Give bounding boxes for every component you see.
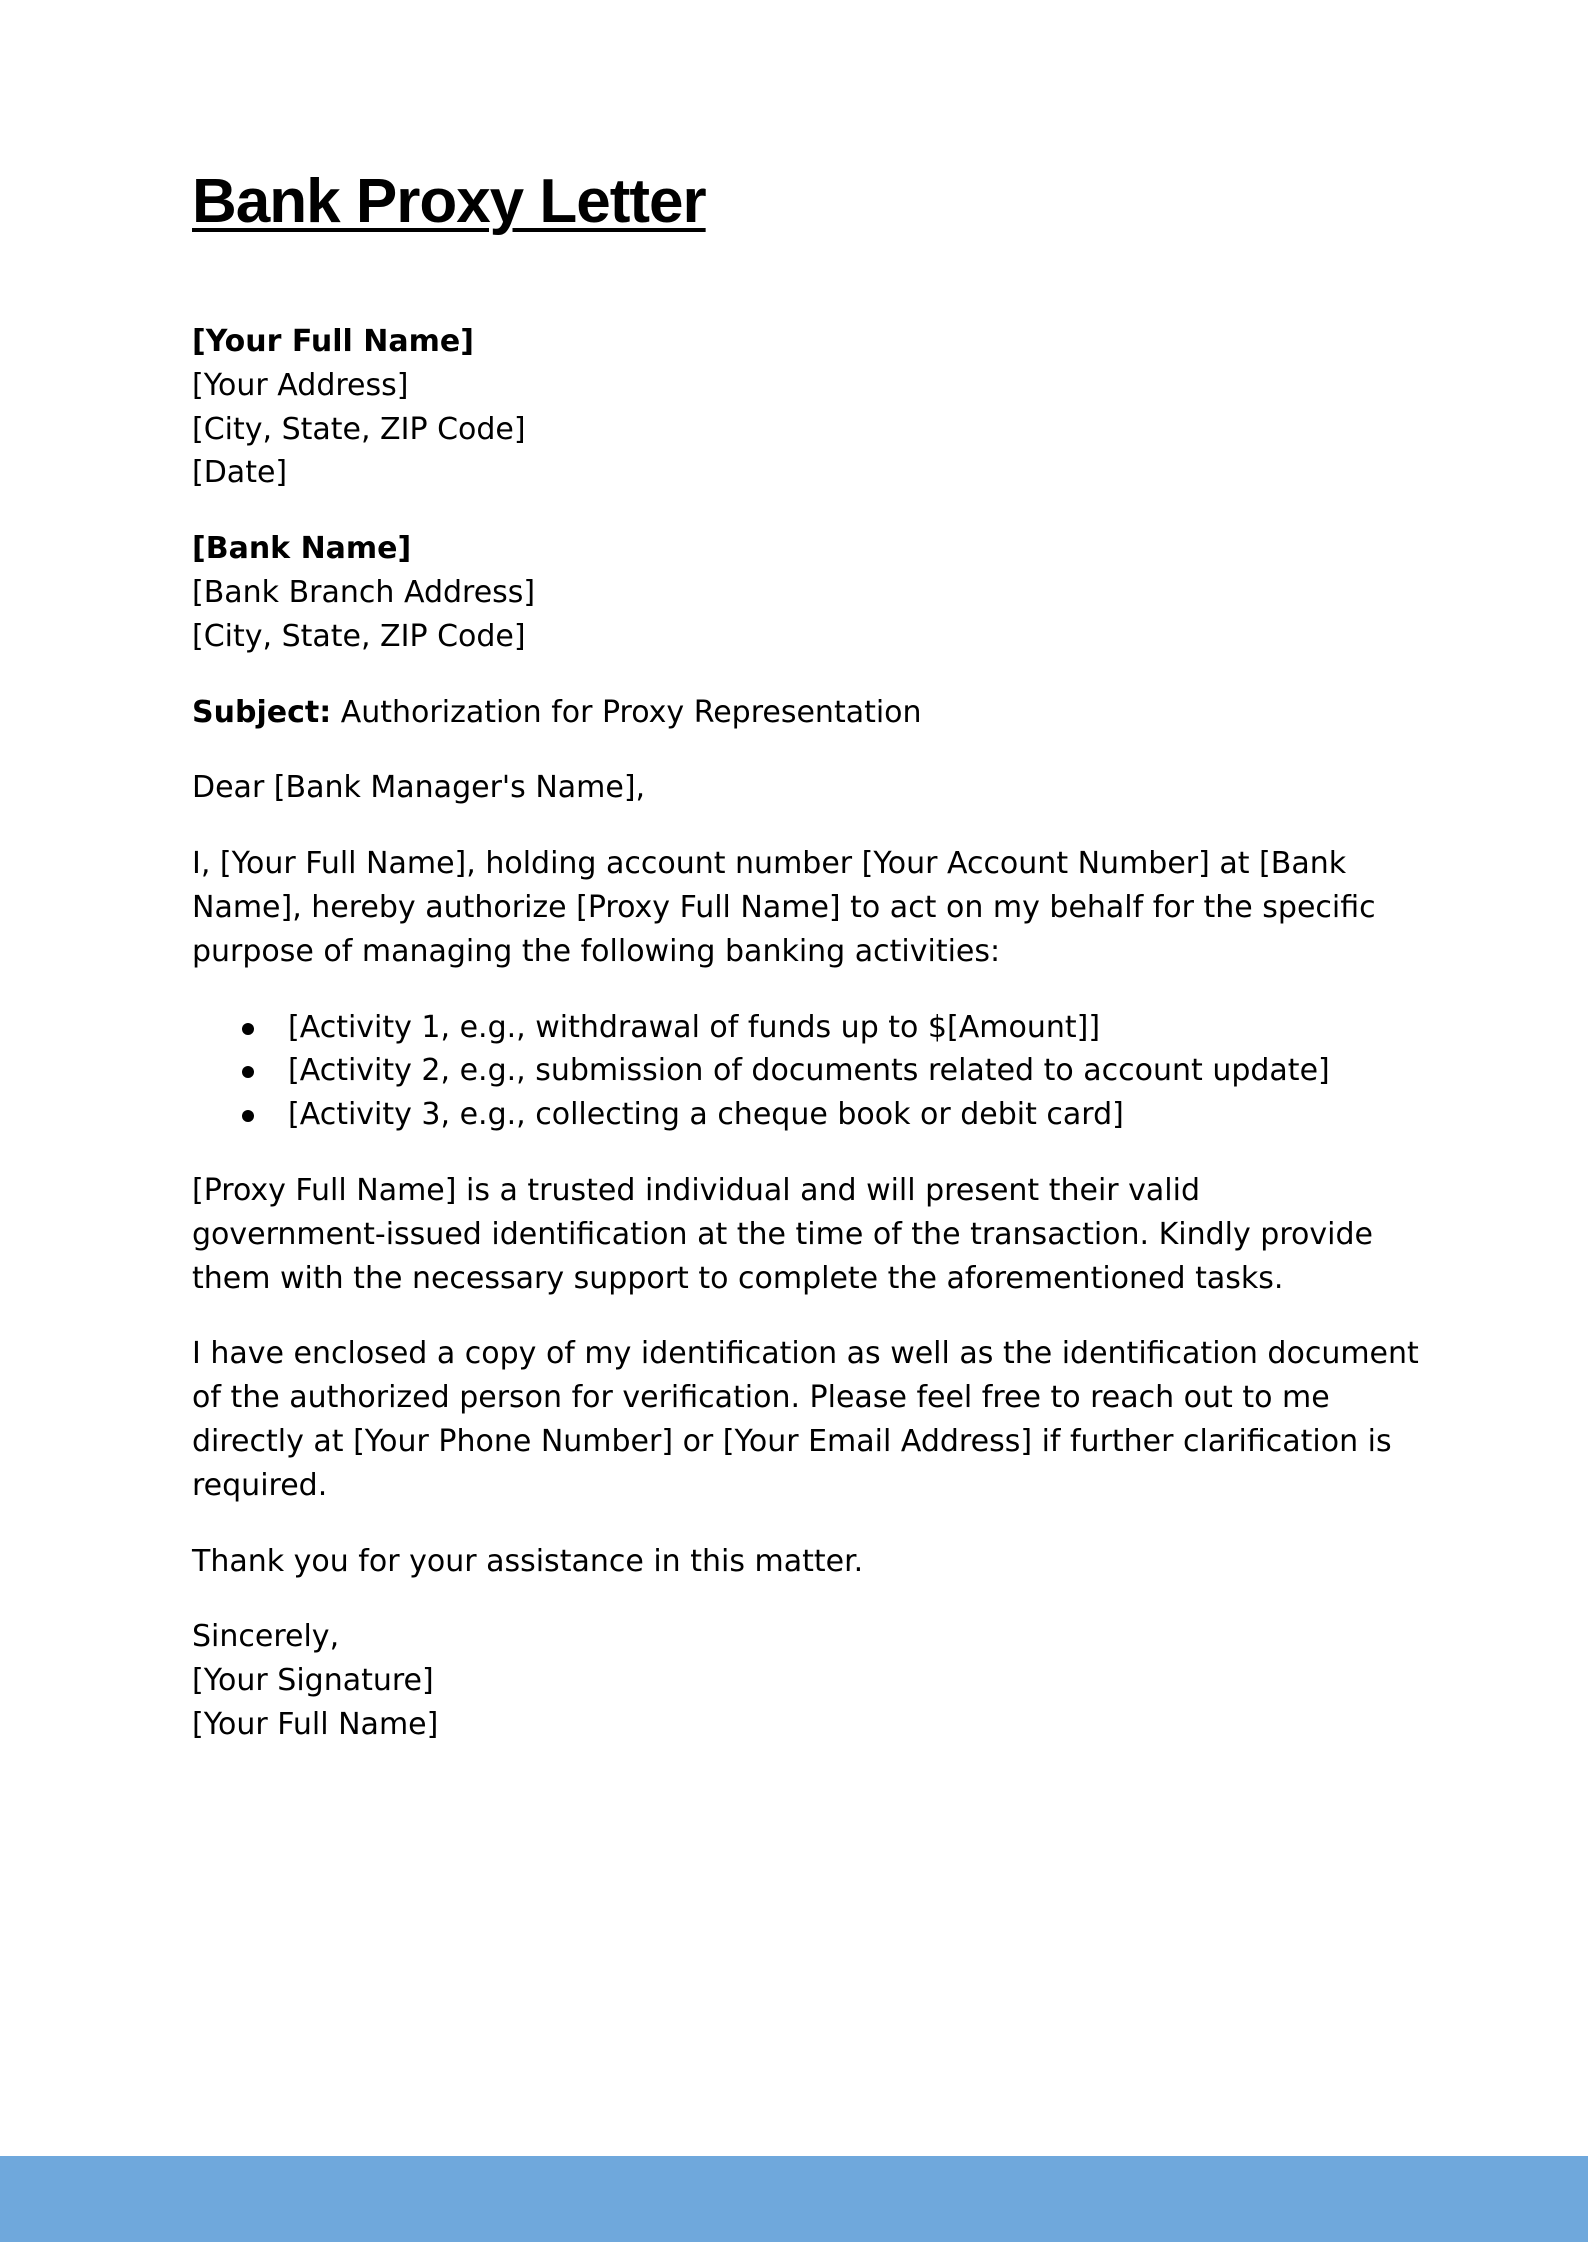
subject-text: Authorization for Proxy Representation xyxy=(331,694,922,730)
thanks-paragraph: Thank you for your assistance in this matter. xyxy=(192,1543,864,1579)
recipient-bank-name: [Bank Name] xyxy=(192,531,412,567)
proxy-line: government-issued identification at the time of the transaction. Kindly provide xyxy=(192,1216,1373,1252)
proxy-line: them with the necessary support to complete the aforementioned tasks. xyxy=(192,1260,1284,1296)
recipient-branch-address: [Bank Branch Address] xyxy=(192,574,536,610)
list-item xyxy=(288,1006,1412,1050)
activity-text: [Activity 2, e.g., submission of documents related to account update] xyxy=(288,1053,1330,1089)
intro-line: Name], hereby authorize [Proxy Full Name] to act on my behalf for the specific xyxy=(192,889,1376,925)
closing-block xyxy=(192,1615,1412,1746)
list-item xyxy=(288,1049,1412,1093)
intro-line: purpose of managing the following banking activities: xyxy=(192,933,1001,969)
intro-line: I, [Your Full Name], holding account number [Your Account Number] at [Bank xyxy=(192,846,1347,882)
letter-body xyxy=(192,320,1419,1779)
footer-band xyxy=(0,2156,1588,2242)
activity-text: [Activity 3, e.g., collecting a cheque book or debit card] xyxy=(288,1097,1124,1133)
salutation: Dear [Bank Manager's Name], xyxy=(192,770,646,806)
proxy-paragraph xyxy=(192,1169,1412,1300)
subject-line xyxy=(192,691,1412,735)
intro-paragraph xyxy=(192,842,1412,973)
activities-list xyxy=(192,1006,1412,1137)
bullet-icon xyxy=(242,1110,254,1122)
sender-block xyxy=(192,320,1412,495)
proxy-line: [Proxy Full Name] is a trusted individual and will present their valid xyxy=(192,1172,1201,1208)
page-title: Bank Proxy Letter xyxy=(192,167,706,236)
sender-name: [Your Full Name] xyxy=(192,324,474,359)
valediction: Sincerely, xyxy=(192,1619,340,1655)
letter-date: [Date] xyxy=(192,455,288,491)
subject-label: Subject: xyxy=(192,694,332,730)
enclosure-line: directly at [Your Phone Number] or [Your Email Address] if further clarification is xyxy=(192,1423,1392,1459)
recipient-city-state-zip: [City, State, ZIP Code] xyxy=(192,618,526,654)
closing-name: [Your Full Name] xyxy=(192,1706,439,1742)
signature-placeholder: [Your Signature] xyxy=(192,1663,434,1699)
recipient-block xyxy=(192,527,1412,658)
enclosure-paragraph xyxy=(192,1332,1419,1507)
list-item xyxy=(288,1093,1412,1137)
bullet-icon xyxy=(242,1023,254,1035)
activity-text: [Activity 1, e.g., withdrawal of funds up to $[Amount]] xyxy=(288,1009,1101,1045)
bullet-icon xyxy=(242,1066,254,1078)
enclosure-line: required. xyxy=(192,1467,328,1503)
sender-address: [Your Address] xyxy=(192,367,409,403)
sender-city-state-zip: [City, State, ZIP Code] xyxy=(192,411,526,447)
enclosure-line: I have enclosed a copy of my identification as well as the identification document xyxy=(192,1336,1419,1372)
enclosure-line: of the authorized person for verification. Please feel free to reach out to me xyxy=(192,1380,1330,1416)
